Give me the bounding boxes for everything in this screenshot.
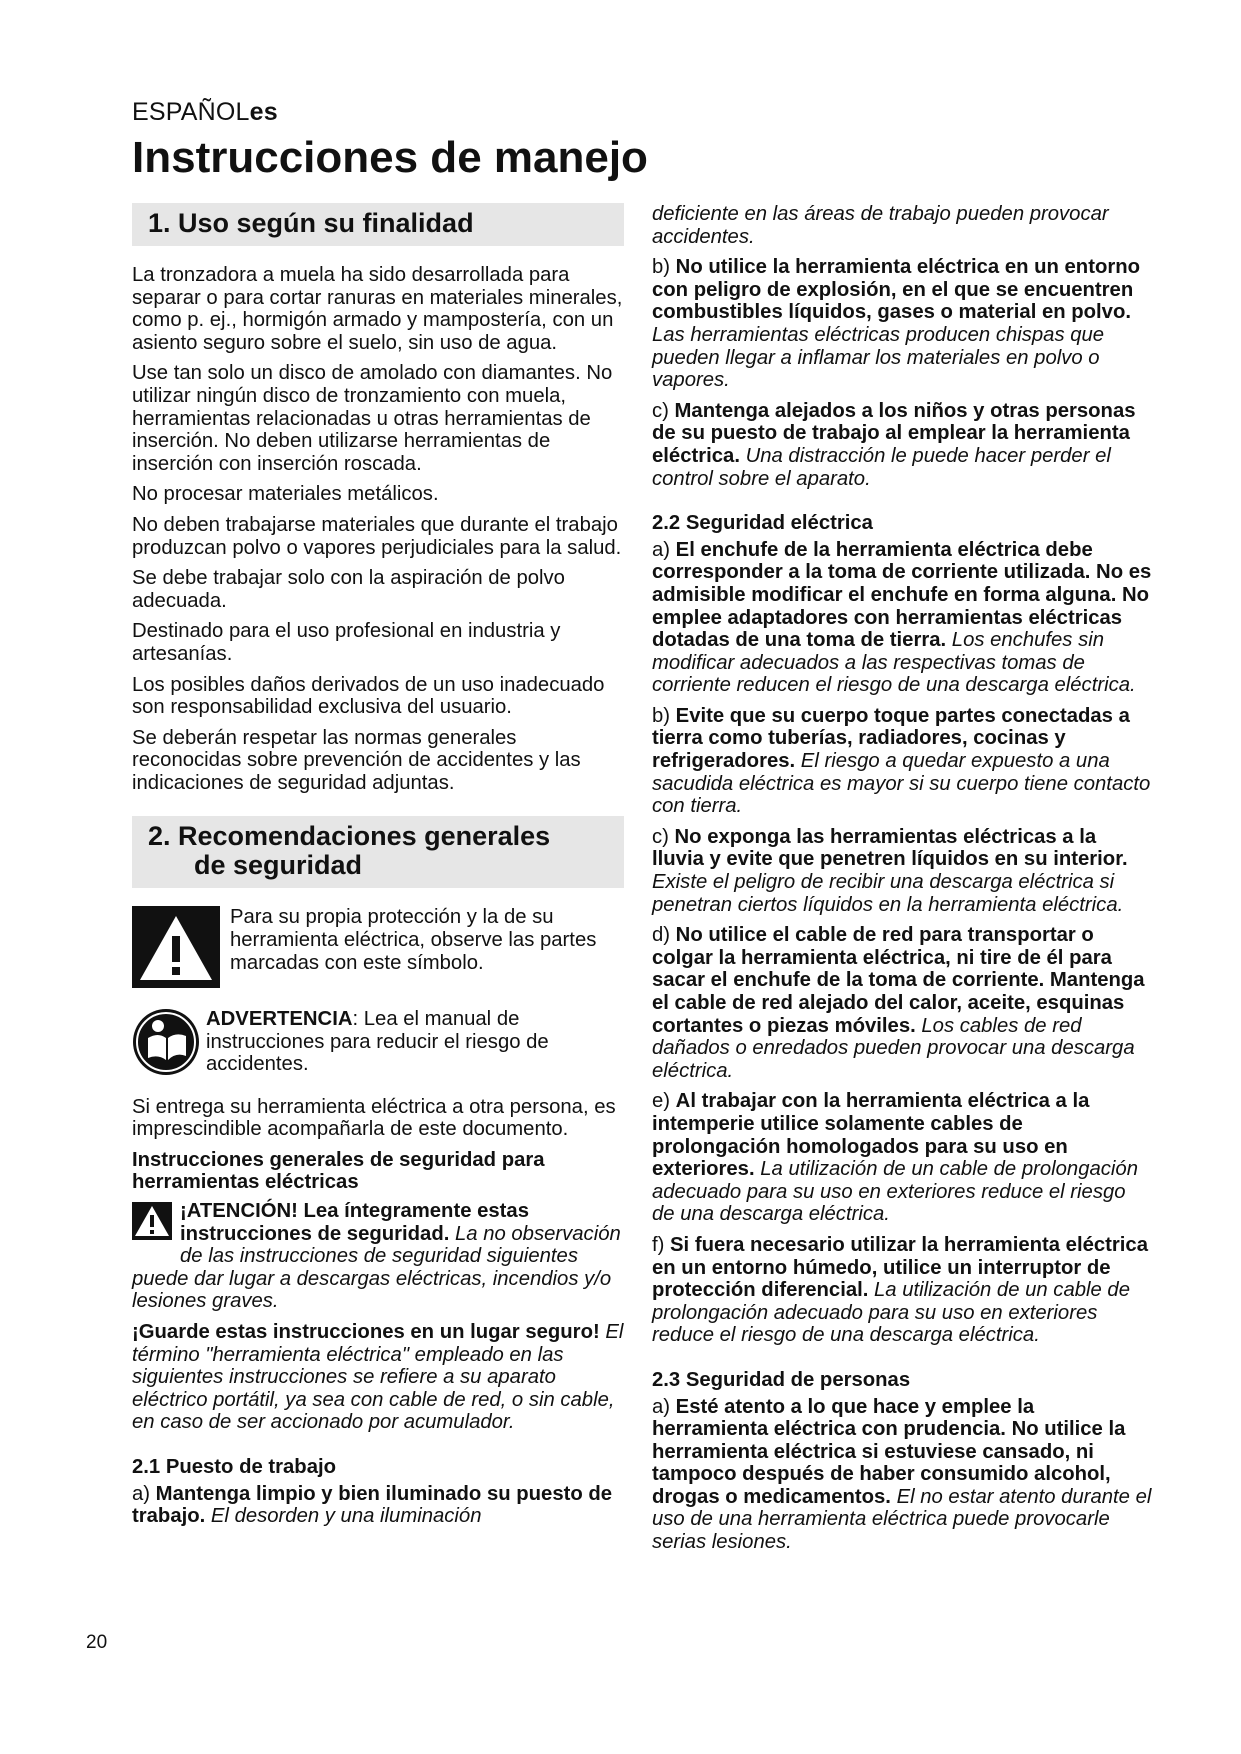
subsection-2-3-heading: 2.3 Seguridad de personas: [652, 1368, 911, 1391]
section-1-paragraph: No procesar materiales metálicos.: [132, 483, 439, 506]
item-bold: No utilice la herramienta eléctrica en un entorno con peligro de explosión, en el que se encuentren combustibles líquidos, gases o material en polvo.: [652, 256, 1141, 324]
section-1-paragraph: Los posibles daños derivados de un uso inadecuado son responsabilidad exclusiva del usuario.: [132, 673, 605, 719]
atencion-bold: ¡ATENCIÓN! Lea íntegramente estas instrucciones de seguridad.: [180, 1200, 529, 1245]
page-title: Instrucciones de manejo: [132, 133, 648, 182]
section-1-paragraph: Use tan solo un disco de amolado con diamantes. No utilizar ningún disco de tronzamiento con muela, herramientas relacionadas u otras herramientas de inserción. No deben utilizarse herramientas de inserción con inserción roscada.: [132, 362, 613, 475]
item-bold: No exponga las herramientas eléctricas a la lluvia y evite que penetren líquidos en su interior.: [652, 825, 1128, 871]
item-bold: Al trabajar con la herramienta eléctrica a la intemperie utilice solamente cables de prolongación homologados para su uso en exteriores.: [652, 1090, 1090, 1181]
left-column: [132, 203, 624, 1536]
item-bold: Mantenga alejados a los niños y otras personas de su puesto de trabajo al emplear la herramienta eléctrica.: [652, 399, 1136, 467]
item-label: a): [652, 1395, 676, 1418]
item-italic: El desorden y una iluminación: [205, 1505, 482, 1528]
advertencia-label: ADVERTENCIA: [206, 1008, 353, 1031]
section-1-paragraph: No deben trabajarse materiales que durante el trabajo produzcan polvo o vapores perjudiciales para la salud.: [132, 513, 622, 559]
guarde-bold: ¡Guarde estas instrucciones en un lugar seguro!: [132, 1321, 600, 1343]
item-2-2-d: [652, 924, 1152, 1082]
item-label: b): [652, 256, 676, 279]
language-code: es: [249, 98, 278, 126]
item-2-2-a: [652, 539, 1152, 697]
item-italic: deficiente en las áreas de trabajo pueden provocar accidentes.: [652, 203, 1109, 248]
item-2-2-f: [652, 1234, 1152, 1347]
item-label: a): [132, 1482, 156, 1505]
item-2-1-a: [132, 1483, 624, 1528]
item-italic: La utilización de un cable de prolongación adecuado para su uso en exteriores reduce el riesgo de una descarga eléctrica.: [652, 1158, 1138, 1226]
item-2-2-c: [652, 826, 1152, 916]
section-2-heading: [132, 816, 624, 888]
general-instructions-heading: Instrucciones generales de seguridad para herramientas eléctricas: [132, 1148, 545, 1194]
item-label: b): [652, 704, 676, 727]
item-bold: El enchufe de la herramienta eléctrica debe corresponder a la toma de corriente utilizada. No es admisible modificar el enchufe en forma alguna. No emplee adaptadores con herramientas eléctricas dotadas de una toma de tierra.: [652, 538, 1152, 652]
item-label: a): [652, 538, 676, 561]
item-italic: El no estar atento durante el uso de una herramienta eléctrica puede provocarle serias lesiones.: [652, 1485, 1152, 1554]
item-italic: Las herramientas eléctricas producen chispas que pueden llegar a inflamar los materiales en polvo o vapores.: [652, 323, 1105, 392]
section-1-paragraph: La tronzadora a muela ha sido desarrollada para separar o para cortar ranuras en materiales minerales, como p. ej., hormigón armado y mampostería, con un asiento seguro sobre el suelo, sin uso de agua.: [132, 264, 623, 354]
page-number: 20: [86, 1632, 108, 1653]
item-italic: Una distracción le puede hacer perder el control sobre el aparato.: [652, 444, 1111, 490]
item-italic: Los cables de red dañados o enredados pueden provocar una descarga eléctrica.: [652, 1014, 1135, 1082]
small-warning-triangle-icon: [132, 1202, 172, 1246]
subsection-2-2-heading: 2.2 Seguridad eléctrica: [652, 512, 873, 535]
section-1-paragraph: Se debe trabajar solo con la aspiración de polvo adecuada.: [132, 567, 565, 612]
item-italic: El riesgo a quedar expuesto a una sacudida eléctrica es mayor si su cuerpo tiene contacto con tierra.: [652, 750, 1151, 818]
item-bold: Evite que su cuerpo toque partes conectadas a tierra como tuberías, radiadores, cocinas y refrigeradores.: [652, 704, 1130, 773]
advertencia-row: [132, 1008, 624, 1082]
item-2-1-a-continued: [652, 203, 1152, 248]
item-2-1-b: [652, 256, 1152, 392]
symbol-note-text: Para su propia protección y la de su herramienta eléctrica, observe las partes marcadas con este símbolo.: [230, 906, 597, 974]
item-label: e): [652, 1090, 676, 1113]
item-label: f): [652, 1233, 671, 1256]
item-2-1-c: [652, 400, 1152, 490]
guarde-italic: El término "herramienta eléctrica" empleado en las siguientes instrucciones se refiere a su aparato eléctrico portátil, ya sea con cable de red, o sin cable, en caso de ser accionado por acumulador.: [132, 1321, 624, 1434]
item-2-3-a: [652, 1396, 1152, 1554]
advertencia-body: : Lea el manual de instrucciones para reducir el riesgo de accidentes.: [206, 1008, 549, 1076]
item-label: d): [652, 924, 676, 947]
item-bold: Si fuera necesario utilizar la herramienta eléctrica en un entorno húmedo, utilice un interruptor de protección diferencial.: [652, 1233, 1148, 1302]
item-bold: Esté atento a lo que hace y emplee la herramienta eléctrica con prudencia. No utilice la herramienta eléctrica si estuviese cansado, ni tampoco después de haber consumido alcohol, drogas o medicamentos.: [652, 1395, 1126, 1508]
symbol-note-row: [132, 906, 624, 994]
item-italic: Los enchufes sin modificar adecuados a las respectivas tomas de corriente reducen el riesgo de una descarga eléctrica.: [652, 629, 1136, 697]
item-label: c): [652, 399, 675, 422]
read-manual-icon: [132, 1008, 200, 1082]
advertencia-text: [206, 1008, 624, 1076]
right-column: [652, 203, 1152, 1562]
item-label: c): [652, 825, 675, 848]
item-bold: Mantenga limpio y bien iluminado su puesto de trabajo.: [132, 1482, 613, 1528]
item-2-2-e: [652, 1090, 1152, 1226]
section-1-paragraph: Destinado para el uso profesional en industria y artesanías.: [132, 620, 561, 665]
item-italic: La utilización de un cable de prolongación adecuado para su uso en exteriores reduce el riesgo de una descarga eléctrica.: [652, 1279, 1130, 1347]
language-header: [132, 98, 278, 127]
handover-paragraph: Si entrega su herramienta eléctrica a otra persona, es imprescindible acompañarla de este documento.: [132, 1095, 616, 1141]
section-2-heading-line1: 2. Recomendaciones generales: [148, 821, 551, 852]
language-name: ESPAÑOL: [132, 98, 250, 126]
atencion-paragraph: [132, 1200, 624, 1313]
section-2-heading-line2: de seguridad: [194, 850, 363, 881]
section-1-heading: 1. Uso según su finalidad: [132, 203, 624, 246]
item-2-2-b: [652, 705, 1152, 818]
atencion-italic: La no observación de las instrucciones de seguridad siguientes puede dar lugar a descargas eléctricas, incendios y/o lesiones graves.: [132, 1222, 621, 1313]
item-italic: Existe el peligro de recibir una descarga eléctrica si penetran ciertos líquidos en la herramienta eléctrica.: [652, 871, 1124, 916]
section-1-paragraph: Se deberán respetar las normas generales reconocidas sobre prevención de accidentes y las indicaciones de seguridad adjuntas.: [132, 726, 581, 794]
item-bold: No utilice el cable de red para transportar o colgar la herramienta eléctrica, ni tire de él para sacar el enchufe de la toma de corriente. Mantenga el cable de red alejado del calor, aceite, esquinas cortantes o piezas móviles.: [652, 924, 1145, 1037]
subsection-2-1-heading: 2.1 Puesto de trabajo: [132, 1455, 337, 1478]
warning-triangle-icon: [132, 906, 220, 994]
guarde-paragraph: [132, 1321, 624, 1434]
